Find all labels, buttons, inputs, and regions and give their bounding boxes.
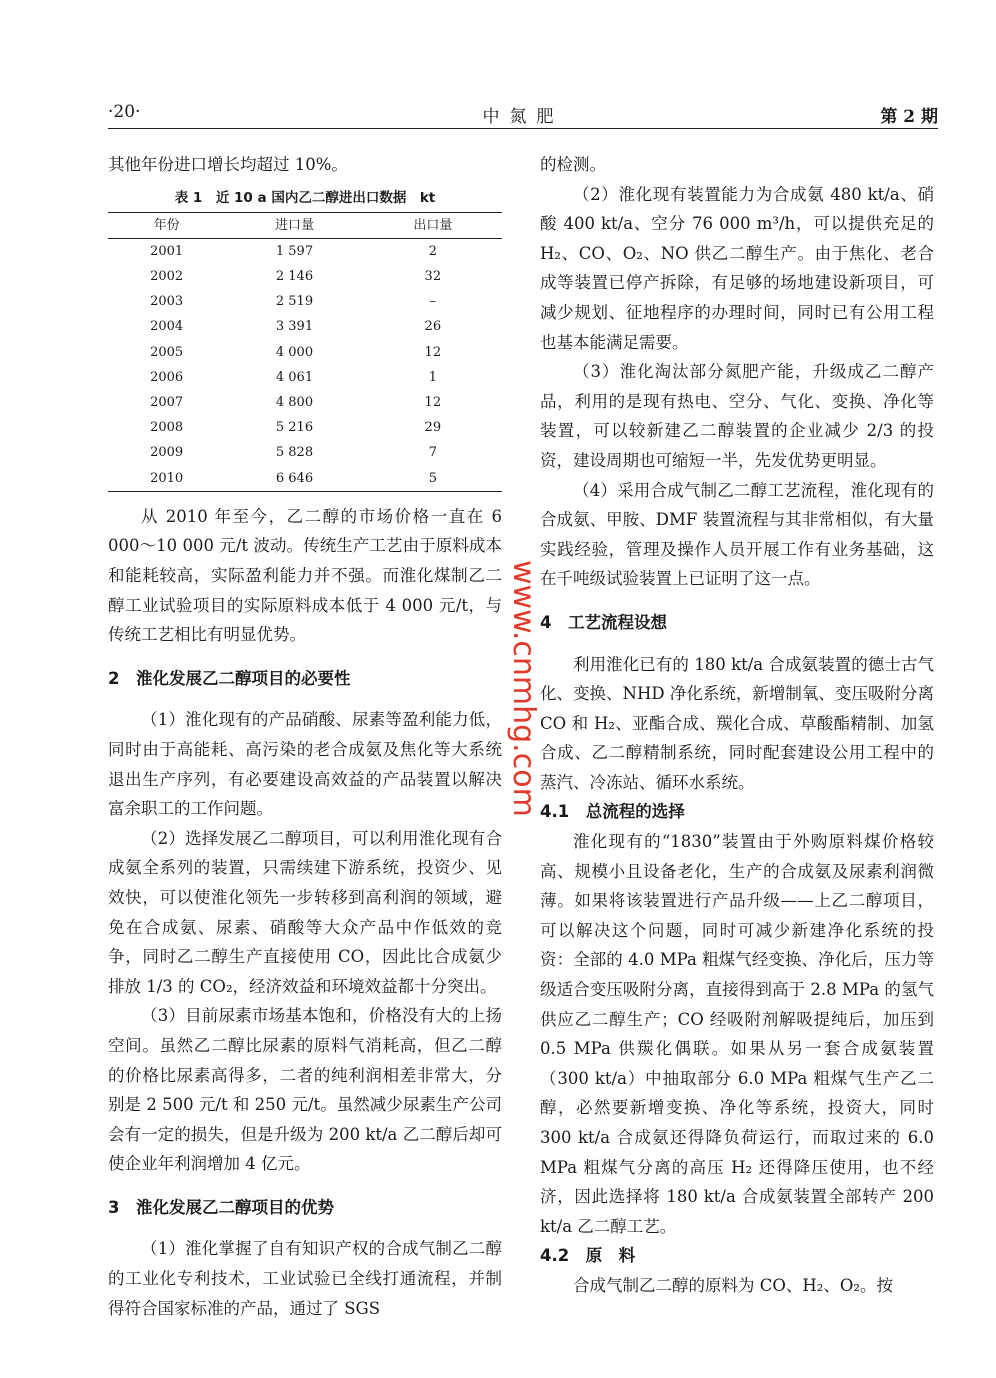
paragraph: （1）淮化现有的产品硝酸、尿素等盈利能力低，同时由于高能耗、高污染的老合成氨及焦化等大系统退出生产序列，有必要建设高效益的产品装置以解决富余职工的工作问题。 xyxy=(108,710,502,819)
table-cell: 2007 xyxy=(150,395,184,411)
paragraph: 淮化现有的“1830”装置由于外购原料煤价格较高、规模小且设备老化，生产的合成氨及尿素利润微薄。如果将该装置进行产品升级——上乙二醇项目，可以解决这个问题，同时可减少新建净化系统的投资：全部的 4.0 MPa 粗煤气经变换、净化后，压力等级适合变压吸附分离，直接得到高于 2.8 MPa 的氢气供应乙二醇生产；CO 经吸附剂解吸提纯后，加压到 0.5 MPa 供羰化偶联。如果从另一套合成氨装置（300 kt/a）中抽取部分 6.0 MPa 粗煤气生产乙二醇，必然要新增变换、净化等系统，投资大，同时 300 kt/a 合成氨还得降负荷运行，而取过来的 6.0 MPa 粗煤气分离的高压 H₂ 还得降压使用，也不经济，因此选择将 180 kt/a 合成氨装置全部转产 200 kt/a 乙二醇工艺。 xyxy=(540,832,934,1236)
table-cell: 2003 xyxy=(150,294,184,310)
table-cell: 5 216 xyxy=(275,420,314,436)
section-heading: 4 工艺流程设想 xyxy=(540,612,667,632)
section-heading: 3 淮化发展乙二醇项目的优势 xyxy=(108,1197,334,1217)
table-cell: 12 xyxy=(424,395,442,411)
table-cell: 2009 xyxy=(150,445,184,461)
table-header-row xyxy=(108,212,502,238)
table-row xyxy=(108,314,502,339)
running-header xyxy=(108,102,938,129)
table-cell: 2 xyxy=(428,243,437,259)
paragraph: （2）选择发展乙二醇项目，可以利用淮化现有合成氨全系列的装置，只需续建下游系统，投资少、见效快，可以使淮化领先一步转移到高利润的领域，避免在合成氨、尿素、硝酸等大众产品中作低效的竞争，同时乙二醇生产直接使用 CO，因此比合成氨少排放 1/3 的 CO₂，经济效益和环境效益都十分突出。 xyxy=(108,828,502,996)
table-row xyxy=(108,340,502,365)
table-cell: 1 597 xyxy=(275,243,314,259)
paragraph: （2）淮化现有装置能力为合成氨 480 kt/a、硝酸 400 kt/a、空分 76 000 m³/h，可以提供充足的 H₂、CO、O₂、NO 供乙二醇生产。由于焦化、老合成等装置已停产拆除，有足够的场地建设新项目，可减少规划、征地程序的办理时间，同时已有公用工程也基本能满足需要。 xyxy=(540,184,934,352)
journal-name: 中氮肥 xyxy=(482,107,564,127)
column-header: 出口量 xyxy=(364,212,502,238)
table-caption: 表 1 近 10 a 国内乙二醇进出口数据 kt xyxy=(174,189,436,206)
table-cell: 2006 xyxy=(150,369,184,385)
table-cell: 2008 xyxy=(150,420,184,436)
import-export-table xyxy=(108,212,502,492)
table-cell: 2005 xyxy=(150,344,184,360)
table-cell: 29 xyxy=(424,420,442,436)
section-heading: 2 淮化发展乙二醇项目的必要性 xyxy=(108,668,351,688)
table-cell: 2001 xyxy=(150,243,184,259)
paragraph: 利用淮化已有的 180 kt/a 合成氨装置的德士古气化、变换、NHD 净化系统，新增制氧、变压吸附分离 CO 和 H₂、亚酯合成、羰化合成、草酸酯精制、加氢合成、乙二醇精制系统，同时配套建设公用工程中的蒸汽、冷冻站、循环水系统。 xyxy=(540,654,934,792)
column-header: 进口量 xyxy=(225,212,363,238)
table-row xyxy=(108,390,502,415)
table-cell: 3 391 xyxy=(275,319,314,335)
table-cell: 32 xyxy=(424,269,442,284)
table-cell: 2002 xyxy=(150,269,184,284)
paragraph: （1）淮化掌握了自有知识产权的合成气制乙二醇的工业化专利技术，工业试验已全线打通流程，并制得符合国家标准的产品，通过了 SGS xyxy=(108,1239,502,1318)
table-cell: 2004 xyxy=(150,319,184,335)
table-cell: 1 xyxy=(428,369,437,385)
paragraph: 合成气制乙二醇的原料为 CO、H₂、O₂。按 xyxy=(573,1275,894,1295)
table-row xyxy=(108,238,502,264)
paragraph: （4）采用合成气制乙二醇工艺流程，淮化现有的合成氨、甲胺、DMF 装置流程与其非常相似，有大量实践经验，管理及操作人员开展工作有业务基础，这在千吨级试验装置上已证明了这一点。 xyxy=(540,480,934,589)
table-row xyxy=(108,264,502,289)
table-row xyxy=(108,365,502,390)
table-cell: 4 061 xyxy=(275,369,314,385)
table-row xyxy=(108,289,502,314)
table-cell: – xyxy=(429,294,437,310)
table-cell: 12 xyxy=(424,344,442,360)
column-header: 年份 xyxy=(108,212,225,238)
table-cell: 26 xyxy=(424,319,442,335)
table-row xyxy=(108,466,502,492)
table-cell: 6 646 xyxy=(225,466,363,492)
right-column xyxy=(540,150,934,1301)
issue-number: 第 2 期 xyxy=(880,107,938,127)
table-cell: 2010 xyxy=(108,466,225,492)
table-cell: 5 828 xyxy=(275,445,314,461)
table-body xyxy=(108,238,502,491)
table-row xyxy=(108,415,502,440)
table-cell: 4 000 xyxy=(275,344,314,360)
paragraph: 从 2010 年至今，乙二醇的市场价格一直在 6 000～10 000 元/t 波动。传统生产工艺由于原料成本和能耗较高，实际盈利能力并不强。而淮化煤制乙二醇工业试验项目的实际原料成本低于 4 000 元/t，与传统工艺相比有明显优势。 xyxy=(108,506,502,645)
table-cell: 7 xyxy=(428,445,437,461)
paragraph: 的检测。 xyxy=(540,155,606,174)
subsection-heading: 4.1 总流程的选择 xyxy=(540,802,685,822)
table-cell: 4 800 xyxy=(275,395,314,411)
paragraph: （3）目前尿素市场基本饱和，价格没有大的上扬空间。虽然乙二醇比尿素的原料气消耗高，但乙二醇的价格比尿素高得多，二者的纯利润相差非常大，分别是 2 500 元/t 和 250 元/t。虽然减少尿素生产公司会有一定的损失，但是升级为 200 kt/a 乙二醇后却可使企业年利润增加 4 亿元。 xyxy=(108,1006,502,1174)
page-number: ·20· xyxy=(108,102,141,122)
subsection-heading: 4.2 原 料 xyxy=(540,1246,636,1266)
table-cell: 2 519 xyxy=(275,294,314,310)
table-cell: 5 xyxy=(364,466,502,492)
table-cell: 2 146 xyxy=(275,269,314,284)
left-column xyxy=(108,150,502,1323)
table-row xyxy=(108,440,502,465)
paragraph: 其他年份进口增长均超过 10%。 xyxy=(108,155,348,174)
paragraph: （3）淮化淘汰部分氮肥产能，升级成乙二醇产品，利用的是现有热电、空分、气化、变换、净化等装置，可以较新建乙二醇装置的企业减少 2/3 的投资，建设周期也可缩短一半，先发优势更明显。 xyxy=(540,362,934,470)
watermark: www.cnmhg.com xyxy=(506,560,541,817)
